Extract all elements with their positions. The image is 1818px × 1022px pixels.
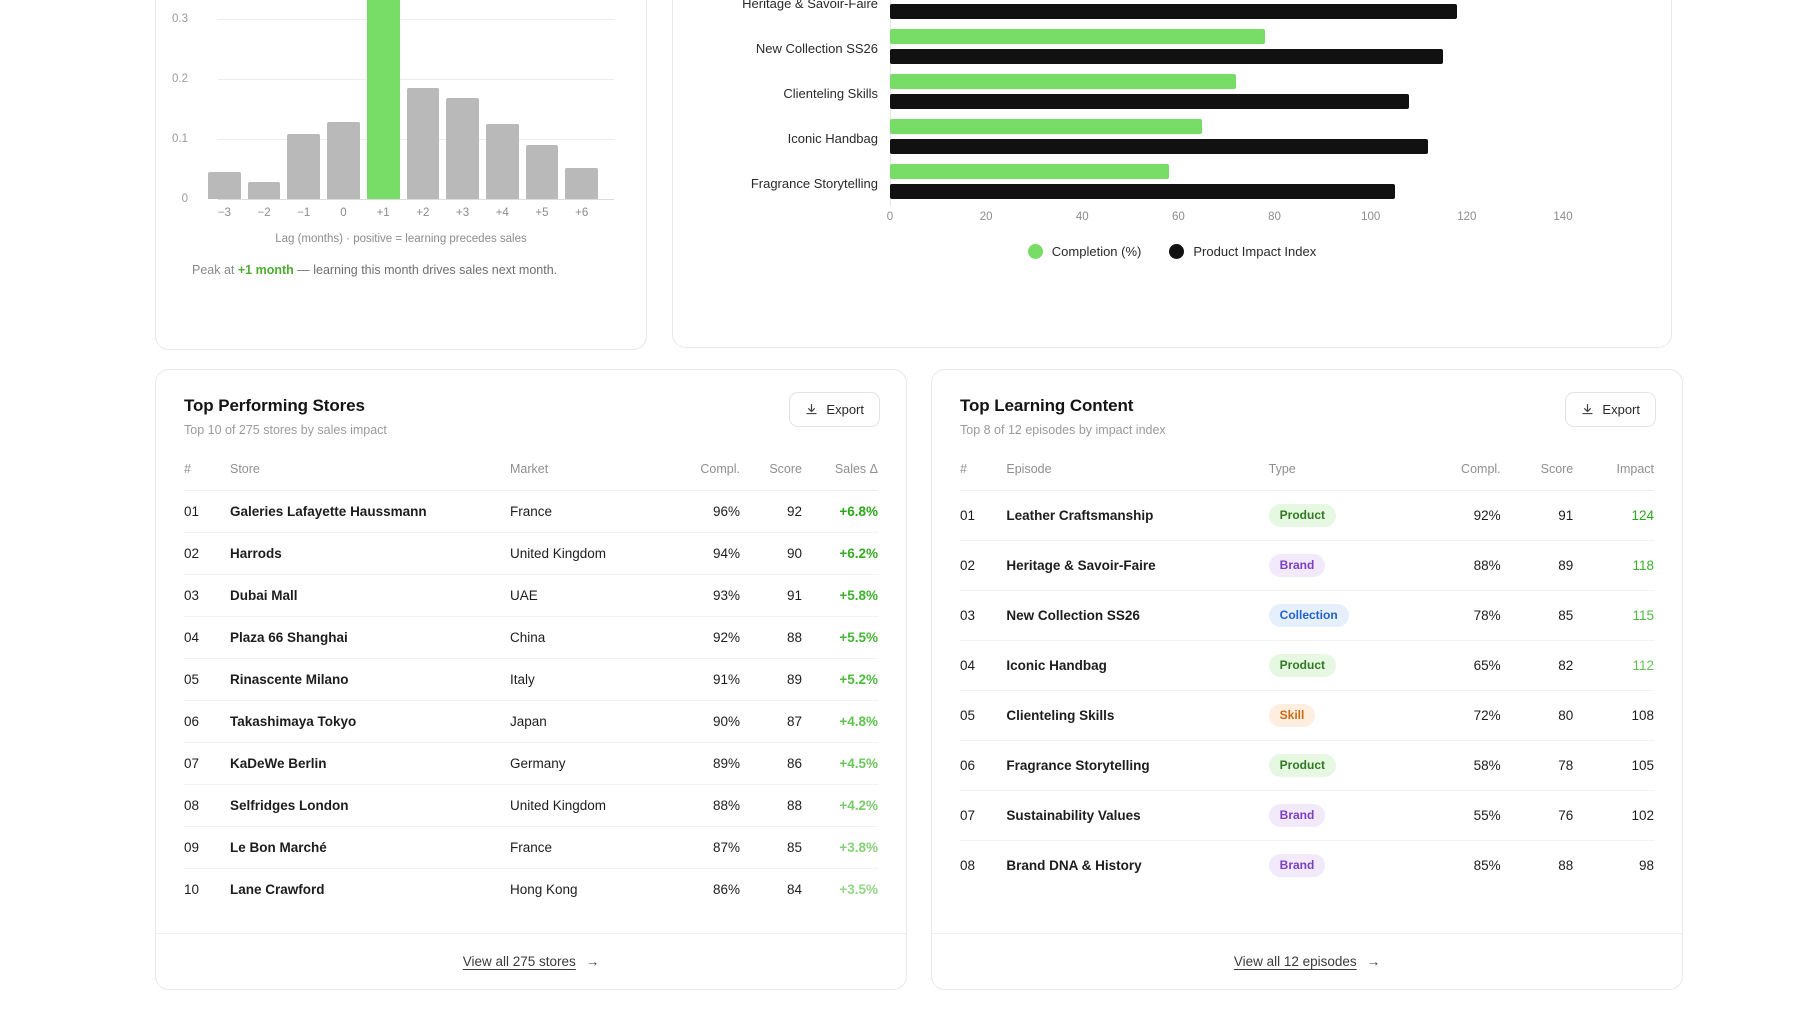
table-cell: +6.2% — [802, 533, 878, 575]
table-cell: 86 — [740, 743, 802, 785]
table-cell: 118 — [1573, 541, 1654, 591]
table-cell: 08 — [960, 858, 976, 873]
table-cell: 124 — [1573, 491, 1654, 541]
table-row[interactable] — [184, 617, 878, 659]
impact-category-label: Clienteling Skills — [783, 86, 878, 101]
impact-bar — [890, 139, 1428, 154]
column-header: Sales Δ — [802, 456, 878, 491]
table-cell: 65% — [1420, 641, 1501, 691]
table-cell: 92 — [740, 491, 802, 533]
column-header: Compl. — [1420, 456, 1501, 491]
column-header: Score — [1501, 456, 1574, 491]
download-icon — [1581, 403, 1594, 416]
table-cell: 04 — [960, 641, 1006, 691]
table-cell: Plaza 66 Shanghai — [230, 617, 510, 659]
table-cell: +5.5% — [802, 617, 878, 659]
lag-x-tick-label: +3 — [456, 207, 470, 219]
content-table-body — [960, 491, 1654, 891]
legend-label: Completion (%) — [1051, 244, 1142, 259]
table-cell — [1269, 791, 1420, 841]
table-cell: Takashimaya Tokyo — [230, 701, 510, 743]
table-cell: 88 — [1558, 858, 1574, 873]
impact-bar — [890, 4, 1457, 19]
stores-table — [184, 456, 878, 910]
table-cell: 115 — [1573, 591, 1654, 641]
table-cell: 09 — [184, 827, 230, 869]
impact-bar-row — [683, 161, 1663, 206]
table-cell: +6.8% — [802, 491, 878, 533]
impact-legend — [673, 244, 1671, 259]
lag-x-tick-label: +5 — [535, 207, 549, 219]
impact-x-tick-label: 100 — [1361, 211, 1381, 223]
lag-x-axis-title: Lag (months) · positive = learning precedes sales — [275, 233, 527, 245]
table-cell: France — [510, 491, 660, 533]
content-export-button[interactable] — [1565, 392, 1656, 427]
table-cell: Lane Crawford — [230, 882, 325, 897]
table-row[interactable] — [960, 791, 1654, 841]
table-row[interactable] — [960, 691, 1654, 741]
table-cell: 87% — [660, 827, 740, 869]
table-cell: 01 — [960, 491, 1006, 541]
impact-bar-track — [890, 71, 1663, 116]
table-row[interactable] — [960, 741, 1654, 791]
table-cell: 89 — [740, 659, 802, 701]
type-badge: Brand — [1269, 854, 1326, 877]
legend-swatch-icon — [1028, 244, 1043, 259]
table-cell: 89 — [1501, 541, 1574, 591]
table-cell — [1269, 491, 1420, 541]
y-tick-label: 0 — [181, 193, 188, 205]
table-cell: Hong Kong — [510, 882, 578, 897]
column-header: Compl. — [660, 456, 740, 491]
impact-category-label: Heritage & Savoir-Faire — [742, 0, 878, 11]
column-header: Impact — [1573, 456, 1654, 491]
impact-category-label: New Collection SS26 — [755, 41, 878, 56]
table-cell: 05 — [184, 659, 230, 701]
table-cell: 112 — [1573, 641, 1654, 691]
column-header: # — [960, 456, 1006, 491]
table-cell: 96% — [660, 491, 740, 533]
table-row[interactable] — [184, 743, 878, 785]
type-badge: Brand — [1269, 554, 1326, 577]
table-cell: Fragrance Storytelling — [1006, 741, 1268, 791]
table-cell: Italy — [510, 659, 660, 701]
content-view-all-label: View all 12 episodes — [1233, 954, 1357, 969]
type-badge: Product — [1269, 654, 1336, 677]
table-cell: 85 — [1501, 591, 1574, 641]
table-cell: Galeries Lafayette Haussmann — [230, 491, 510, 533]
table-cell: 02 — [960, 541, 1006, 591]
table-cell: 85 — [740, 827, 802, 869]
impact-category-label: Iconic Handbag — [787, 131, 878, 146]
column-header: Episode — [1006, 456, 1268, 491]
table-cell: Japan — [510, 701, 660, 743]
impact-bar — [890, 49, 1443, 64]
table-row[interactable] — [184, 659, 878, 701]
lag-note-peak: +1 month — [237, 263, 294, 277]
table-cell: +4.8% — [802, 701, 878, 743]
stores-view-all-link[interactable] — [156, 933, 906, 989]
column-header: Type — [1269, 456, 1420, 491]
content-subtitle: Top 8 of 12 episodes by impact index — [960, 423, 1166, 437]
impact-bar-rows — [683, 0, 1663, 206]
table-cell: +4.2% — [802, 785, 878, 827]
legend-entry — [1028, 244, 1142, 259]
table-cell: Sustainability Values — [1006, 791, 1268, 841]
table-cell: 07 — [184, 743, 230, 785]
table-cell: 91% — [660, 659, 740, 701]
lag-x-axis-labels — [208, 207, 598, 219]
content-impact-card — [672, 0, 1672, 348]
stores-subtitle: Top 10 of 275 stores by sales impact — [184, 423, 387, 437]
table-cell: Heritage & Savoir-Faire — [1006, 541, 1268, 591]
arrow-right-icon: → — [1366, 954, 1381, 969]
table-cell — [1269, 641, 1420, 691]
column-header: # — [184, 456, 230, 491]
type-badge: Product — [1269, 504, 1336, 527]
impact-x-tick-label: 60 — [1172, 211, 1185, 223]
table-cell: 94% — [660, 533, 740, 575]
content-card-header — [932, 370, 1682, 456]
stores-view-all-label: View all 275 stores — [462, 954, 576, 969]
impact-bar — [890, 94, 1409, 109]
table-cell: 78% — [1420, 591, 1501, 641]
table-cell: 80 — [1501, 691, 1574, 741]
table-cell: +5.2% — [802, 659, 878, 701]
impact-x-tick-label: 0 — [886, 211, 894, 223]
table-cell: United Kingdom — [510, 533, 660, 575]
stores-table-wrap — [156, 456, 906, 910]
lag-note-suffix: — learning this month drives sales next month. — [293, 263, 558, 277]
table-cell: Clienteling Skills — [1006, 691, 1268, 741]
lag-x-tick-label: +6 — [575, 207, 589, 219]
table-row[interactable] — [184, 575, 878, 617]
table-cell: 02 — [184, 533, 230, 575]
lag-bar — [407, 88, 440, 199]
table-cell: 88 — [740, 785, 802, 827]
table-row[interactable] — [184, 533, 878, 575]
impact-bar-row — [683, 26, 1663, 71]
table-cell: 88% — [660, 785, 740, 827]
table-cell: +3.5% — [839, 882, 878, 897]
content-table — [960, 456, 1654, 890]
impact-bar — [890, 164, 1169, 179]
table-cell: 03 — [960, 591, 1006, 641]
table-cell: 92% — [1420, 491, 1501, 541]
table-row[interactable] — [184, 827, 878, 869]
table-cell: Germany — [510, 743, 660, 785]
lag-x-tick-label: +4 — [495, 207, 509, 219]
impact-bar-row — [683, 116, 1663, 161]
table-cell: 84 — [786, 882, 802, 897]
impact-bar-track — [890, 161, 1663, 206]
table-cell: 03 — [184, 575, 230, 617]
table-cell: 93% — [660, 575, 740, 617]
type-badge: Skill — [1269, 704, 1316, 727]
stores-title: Top Performing Stores — [184, 396, 365, 415]
lag-bar — [248, 182, 281, 199]
stores-export-button[interactable] — [789, 392, 880, 427]
type-badge: Collection — [1269, 604, 1349, 627]
impact-bar — [890, 184, 1395, 199]
arrow-right-icon: → — [585, 954, 600, 969]
table-cell: UAE — [510, 575, 660, 617]
lag-bar — [208, 172, 241, 199]
table-cell: Selfridges London — [230, 785, 510, 827]
impact-bar-row — [683, 0, 1663, 26]
stores-card-header — [156, 370, 906, 456]
lag-bar — [367, 0, 400, 199]
table-cell: 102 — [1573, 791, 1654, 841]
impact-bar — [890, 29, 1265, 44]
axis-baseline — [218, 199, 614, 200]
stores-table-body — [184, 491, 878, 911]
table-cell: +3.8% — [802, 827, 878, 869]
table-cell — [1269, 591, 1420, 641]
lag-bar — [446, 98, 479, 199]
table-row[interactable] — [960, 641, 1654, 691]
table-cell: France — [510, 827, 660, 869]
table-cell: 01 — [184, 491, 230, 533]
table-cell: 88% — [1420, 541, 1501, 591]
table-cell: 07 — [960, 791, 1006, 841]
table-cell: 78 — [1501, 741, 1574, 791]
table-cell: Brand DNA & History — [1006, 858, 1142, 873]
lag-bar — [486, 124, 519, 199]
impact-bar-track — [890, 0, 1663, 26]
lag-bar — [287, 134, 320, 199]
impact-x-tick-label: 40 — [1075, 211, 1089, 223]
impact-bar — [890, 74, 1236, 89]
table-cell: 92% — [660, 617, 740, 659]
table-cell: 76 — [1501, 791, 1574, 841]
lag-annotation — [192, 263, 557, 277]
table-cell: Le Bon Marché — [230, 827, 510, 869]
download-icon — [805, 403, 818, 416]
lag-x-tick-label: 0 — [340, 207, 347, 219]
table-row[interactable] — [184, 491, 878, 533]
table-cell: 10 — [184, 882, 200, 897]
lag-x-tick-label: −1 — [297, 207, 311, 219]
table-cell: 72% — [1420, 691, 1501, 741]
impact-bar — [890, 119, 1202, 134]
table-cell: China — [510, 617, 660, 659]
table-cell: 06 — [184, 701, 230, 743]
table-cell: KaDeWe Berlin — [230, 743, 510, 785]
table-cell: Rinascente Milano — [230, 659, 510, 701]
lag-bar — [526, 145, 559, 199]
legend-label: Product Impact Index — [1193, 244, 1317, 259]
impact-x-tick-label: 80 — [1268, 211, 1281, 223]
table-cell: 58% — [1420, 741, 1501, 791]
table-cell: 06 — [960, 741, 1006, 791]
table-row[interactable] — [960, 591, 1654, 641]
top-learning-content-card — [931, 369, 1683, 990]
impact-x-tick-label: 140 — [1553, 211, 1573, 223]
table-cell: 88 — [740, 617, 802, 659]
lag-x-tick-label: +2 — [416, 207, 430, 219]
content-table-wrap — [932, 456, 1682, 890]
type-badge: Brand — [1269, 804, 1326, 827]
table-row[interactable] — [960, 841, 1654, 891]
table-cell: 90 — [740, 533, 802, 575]
impact-x-tick-label: 120 — [1457, 211, 1477, 223]
table-cell: +5.8% — [802, 575, 878, 617]
table-cell: Harrods — [230, 533, 510, 575]
content-table-header-row — [960, 456, 1654, 491]
table-cell — [1269, 841, 1420, 891]
y-tick-label: 0.2 — [172, 73, 188, 85]
table-cell — [1269, 541, 1420, 591]
table-row[interactable] — [960, 491, 1654, 541]
stores-table-header-row — [184, 456, 878, 491]
table-cell: 90% — [660, 701, 740, 743]
table-cell: 82 — [1501, 641, 1574, 691]
lag-bar — [565, 168, 598, 199]
table-cell: 98 — [1638, 858, 1654, 873]
table-row[interactable] — [184, 869, 878, 911]
lag-x-tick-label: −3 — [217, 207, 231, 219]
impact-x-ticks — [886, 211, 1663, 227]
table-cell: 91 — [740, 575, 802, 617]
lag-bar — [327, 122, 360, 199]
content-view-all-link[interactable] — [932, 933, 1682, 989]
impact-category-label: Fragrance Storytelling — [750, 176, 878, 191]
type-badge: Product — [1269, 754, 1336, 777]
table-cell: United Kingdom — [510, 785, 660, 827]
impact-bar-track — [890, 116, 1663, 161]
legend-swatch-icon — [1169, 244, 1184, 259]
table-cell: 89% — [660, 743, 740, 785]
table-cell: New Collection SS26 — [1006, 591, 1268, 641]
table-cell: 91 — [1501, 491, 1574, 541]
lag-bar-series — [208, 0, 598, 199]
table-cell: 08 — [184, 785, 230, 827]
lag-x-tick-label: +1 — [376, 207, 390, 219]
top-performing-stores-card — [155, 369, 907, 990]
table-cell: 55% — [1420, 791, 1501, 841]
table-cell: 05 — [960, 691, 1006, 741]
lag-x-tick-label: −2 — [257, 207, 271, 219]
column-header: Market — [510, 456, 660, 491]
table-cell — [1269, 741, 1420, 791]
table-cell: 108 — [1573, 691, 1654, 741]
table-cell — [1269, 691, 1420, 741]
impact-bar-chart — [683, 0, 1663, 221]
table-row[interactable] — [184, 785, 878, 827]
table-cell: +4.5% — [802, 743, 878, 785]
table-row[interactable] — [960, 541, 1654, 591]
y-tick-label: 0.3 — [172, 13, 188, 25]
legend-entry — [1169, 244, 1316, 259]
table-cell: 87 — [740, 701, 802, 743]
impact-bar-row — [683, 71, 1663, 116]
table-row[interactable] — [184, 701, 878, 743]
impact-x-tick-label: 20 — [979, 211, 993, 223]
column-header: Store — [230, 456, 510, 491]
table-cell: 85% — [1473, 858, 1501, 873]
content-export-label: Export — [1602, 402, 1640, 417]
table-cell: 86% — [712, 882, 740, 897]
table-cell: Iconic Handbag — [1006, 641, 1268, 691]
table-cell: 04 — [184, 617, 230, 659]
content-title: Top Learning Content — [960, 396, 1134, 415]
lag-correlation-card — [155, 0, 647, 350]
impact-bar-track — [890, 26, 1663, 71]
table-cell: Dubai Mall — [230, 575, 510, 617]
table-cell: 105 — [1573, 741, 1654, 791]
column-header: Score — [740, 456, 802, 491]
y-tick-label: 0.1 — [172, 133, 188, 145]
lag-note-prefix: Peak at — [192, 263, 238, 277]
table-cell: Leather Craftsmanship — [1006, 491, 1268, 541]
stores-export-label: Export — [826, 402, 864, 417]
